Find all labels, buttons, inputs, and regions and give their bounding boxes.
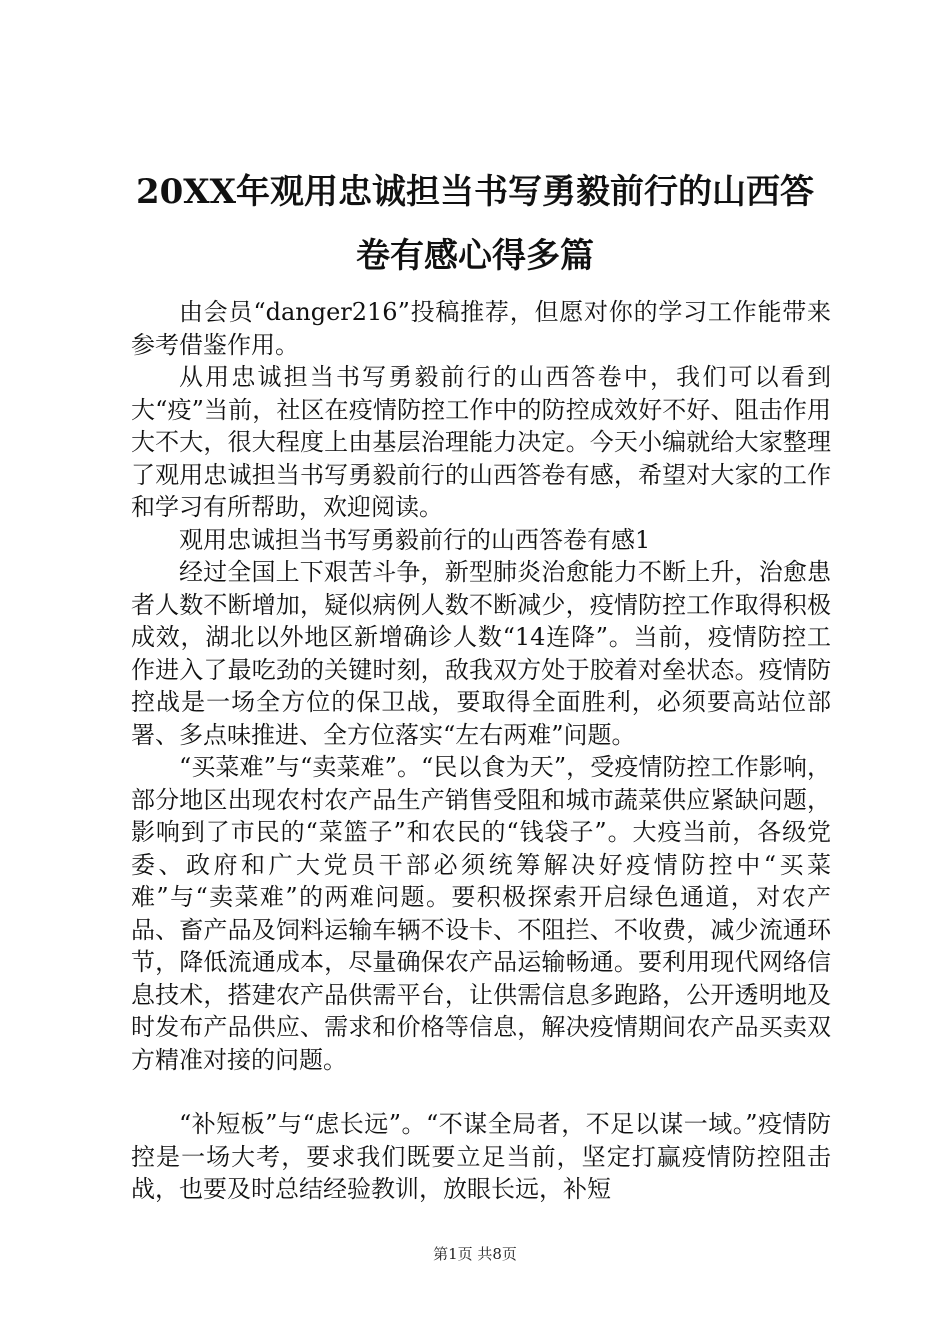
paragraph-body: “买菜难”与“卖菜难”。“民以食为天”，受疫情防控工作影响，部分地区出现农村农产品生产销售受阻和城市蔬菜供应紧缺问题，影响到了市民的“菜篮子”和农民的“钱袋子”。大疫当前，各级党委、政府和广大党员干部必须统筹解决好疫情防控中“买菜难”与“卖菜难”的两难问题。要积极探索开启绿色通道，对农产品、畜产品及饲料运输车辆不设卡、不阻拦、不收费，减少流通环节，降低流通成本，尽量确保农产品运输畅通。要利用现代网络信息技术，搭建农产品供需平台，让供需信息多跑路，公开透明地及时发布产品供应、需求和价格等信息，解决疫情期间农产品买卖双方精准对接的问题。 bbox=[131, 753, 831, 1074]
paragraph-summary: 从用忠诚担当书写勇毅前行的山西答卷中，我们可以看到大“疫”当前，社区在疫情防控工作中的防控成效好不好、阻击作用大不大，很大程度上由基层治理能力决定。今天小编就给大家整理了观用忠诚担当书写勇毅前行的山西答卷有感，希望对大家的工作和学习有所帮助，欢迎阅读。 bbox=[131, 363, 831, 521]
document-body bbox=[131, 296, 831, 1206]
document-title: 20XX年观用忠诚担当书写勇毅前行的山西答卷有感心得多篇 bbox=[135, 172, 815, 276]
section-heading: 观用忠诚担当书写勇毅前行的山西答卷有感1 bbox=[179, 525, 651, 554]
page-number-footer: 第1页 共8页 bbox=[433, 1245, 517, 1263]
paragraph-body: 经过全国上下艰苦斗争，新型肺炎治愈能力不断上升，治愈患者人数不断增加，疑似病例人数不断减少，疫情防控工作取得积极成效，湖北以外地区新增确诊人数“14连降”。当前，疫情防控工作进入了最吃劲的关键时刻，敌我双方处于胶着对垒状态。疫情防控战是一场全方位的保卫战，要取得全面胜利，必须要高站位部署、多点味推进、全方位落实“左右两难”问题。 bbox=[131, 558, 831, 749]
paragraph-body: “补短板”与“虑长远”。“不谋全局者，不足以谋一域。”疫情防控是一场大考，要求我们既要立足当前，坚定打赢疫情防控阻击战，也要及时总结经验教训，放眼长远，补短 bbox=[131, 1110, 831, 1203]
paragraph-intro: 由会员“danger216”投稿推荐，但愿对你的学习工作能带来参考借鉴作用。 bbox=[131, 298, 831, 359]
